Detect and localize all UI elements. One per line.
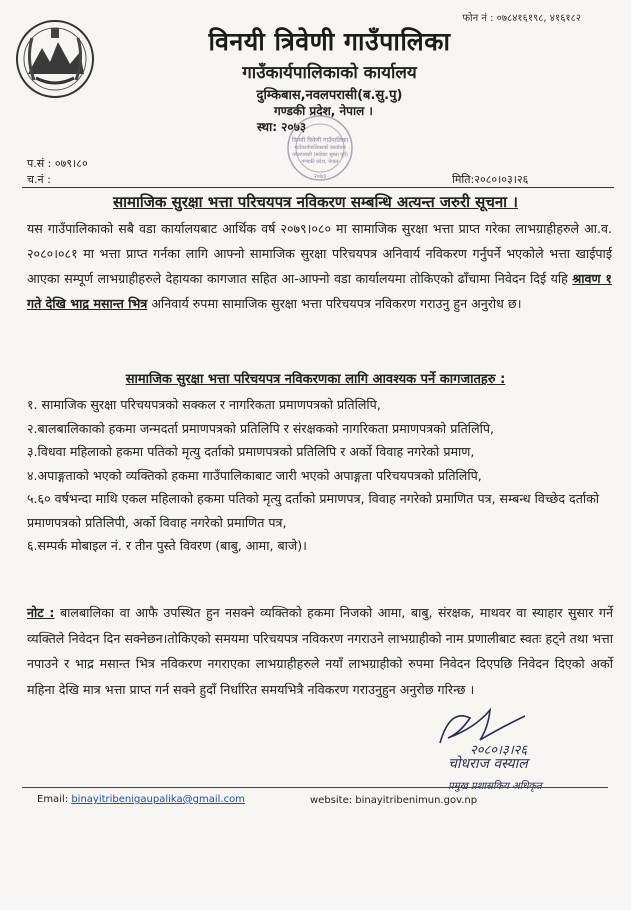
stamp-line-2: गाउँकार्यपालिकाको कार्यालय — [294, 145, 346, 151]
ps-value: ०७९।८० — [54, 157, 88, 170]
list-item: २.बालबालिकाको हकमा जन्मदर्ता प्रमाणपत्रको प्रतिलिपि र संरक्षकको नागरिकता प्रमाणपत्रको प्रतिलिपि, — [27, 420, 495, 436]
municipality-name: विनयी त्रिवेणी गाउँपालिका — [208, 27, 451, 56]
paragraph-main: यस गाउँपालिकाको सबै वडा कार्यालयबाट आर्थिक वर्ष २०७९।०८० मा सामाजिक सुरक्षा भत्ता प्राप्त गरेका लाभग्राहीहरुले आ.व. २०८०।०८१ मा भत्ता प्राप्त गर्नका लागि आफ्नो सामाजिक सुरक्षा परिचयपत्र अनिवार्य नविकरण गर्नुपर्ने भएकोले भत्ता खाईपाई आएका सम्पूर्ण लाभग्राहीहरुले देहायका कागजात सहित आ-आफ्नो वडा कार्यालयमा तोकिएको ढाँचामा निवेदन दिई यहि — [27, 221, 612, 286]
ps-label: प.सं : — [27, 157, 52, 170]
office-stamp-seal — [265, 112, 365, 184]
list-item: ४.अपाङ्गताको भएको व्यक्तिको हकमा गाउँपालिकाबाट जारी भएको अपाङ्गता परिचयपत्रको प्रतिलिपि, — [27, 467, 482, 483]
note-text: बालबालिका वा आफै उपस्थित हुन नसक्ने व्यक्तिको हकमा निजको आमा, बाबु, संरक्षक, माथवर वा स्याहार सुसार गर्ने व्यक्तिले निवेदन दिन सक्नेछन।तोकिएको समयमा परिचयपत्र नविकरण नगराउने लाभग्राहीको नाम प्रणालीबाट स्वतः हट्ने तथा भत्ता नपाउने र भाद्र मसान्त भित्र नविकरण नगराएका लाभग्राहीहरुले नयाँ लाभग्राहीको रुपमा निवेदन दिएपछि निवेदन दिएको अर्को महिना देखि मात्र भत्ता प्राप्त गर्न सक्ने हुदाँ निर्धारित समयभित्रै नविकरण गराउनुहुन अनुरोछ गरिन्छ । — [27, 605, 613, 697]
established-year: स्था: २०७३ — [257, 120, 307, 134]
stamp-line-4: गण्डकी प्रदेश, नेपाल — [301, 159, 339, 165]
office-province: गण्डकी प्रदेश, नेपाल । — [274, 104, 373, 118]
note-label: नोट : — [27, 605, 55, 620]
list-item: १. सामाजिक सुरक्षा परिचयपत्रको सक्कल र नागरिकता प्रमाणपत्रको प्रतिलिपि, — [27, 397, 381, 412]
footer-divider — [22, 787, 608, 788]
footer-email — [37, 794, 245, 805]
list-item: ६.सम्पर्क मोबाइल नं. र तीन पुस्ते विवरण (बाबु, आमा, बाजे)। — [27, 538, 307, 553]
letter-date: मिति:२०८०।०३।२६ — [452, 173, 529, 186]
signature-date: २०८०।३।२६ — [470, 743, 528, 758]
handwritten-signature — [430, 698, 600, 758]
notice-heading-text: सामाजिक सुरक्षा भत्ता परिचयपत्र नविकरण सम्बन्धि अत्यन्त जरुरी सूचना । — [113, 193, 518, 211]
website-label: website: — [310, 795, 353, 806]
documents-subheading-text: सामाजिक सुरक्षा भत्ता परिचयपत्र नविकरणका लागि आवश्यक पर्ने कागजातहरु : — [125, 372, 506, 387]
list-item: ३.विधवा महिलाको हकमा पतिको मृत्यु दर्ताको प्रमाणपत्रको प्रतिलिपि र अर्को विवाह नगरेको प्रमाण, — [27, 444, 475, 459]
notice-paragraph — [27, 216, 612, 316]
phone-number: फोन नं : ०७८४१६१९८, ४१६१८२ — [462, 13, 581, 24]
office-name: गाउँकार्यपालिकाको कार्यालय — [242, 63, 417, 83]
signatory-title — [448, 778, 542, 792]
paragraph-deadline: श्रावण १ गते देखि भाद्र मसान्त भित्र — [27, 271, 612, 311]
footer-website — [310, 795, 477, 806]
email-label: Email: — [37, 794, 69, 805]
email-link[interactable]: binayitribenigaupalika@gmail.com — [71, 794, 245, 805]
header-divider — [22, 187, 614, 188]
note-paragraph — [27, 600, 613, 702]
office-address: दुम्किबास,नवलपरासी(ब.सु.पु) — [256, 88, 403, 103]
list-item: ५.६० वर्षभन्दा माथि एकल महिलाको हकमा पतिको मृत्यु दर्ताको प्रमाणपत्र, विवाह नगरेको प्रमाणित पत्र, सम्बन्ध विच्छेद दर्ताको प्रमाणपत्रको प्रतिलिपी, अर्को विवाह नगरेको प्रमाणित पत्र, — [27, 491, 600, 530]
stamp-line-5: २०७३ — [313, 173, 327, 180]
website-link[interactable]: binayitribenimun.gov.np — [355, 795, 478, 806]
documents-subheading — [0, 369, 631, 387]
documents-list — [27, 393, 613, 558]
reference-block — [27, 156, 88, 188]
paragraph-end: अनिवार्य रुपमा सामाजिक सुरक्षा भत्ता परिचयपत्र नविकरण गराउनु हुन अनुरोध छ। — [151, 296, 522, 311]
notice-heading — [0, 192, 631, 212]
cn-label: च.नं : — [27, 173, 51, 186]
stamp-line-1: विनयी त्रिवेणी गाउँपालिका — [291, 137, 349, 144]
signatory-name: चोधराज वस्याल — [448, 756, 528, 772]
stamp-line-3: नवलपरासी (बर्दघाट सुस्ता पूर्व) — [292, 152, 348, 158]
